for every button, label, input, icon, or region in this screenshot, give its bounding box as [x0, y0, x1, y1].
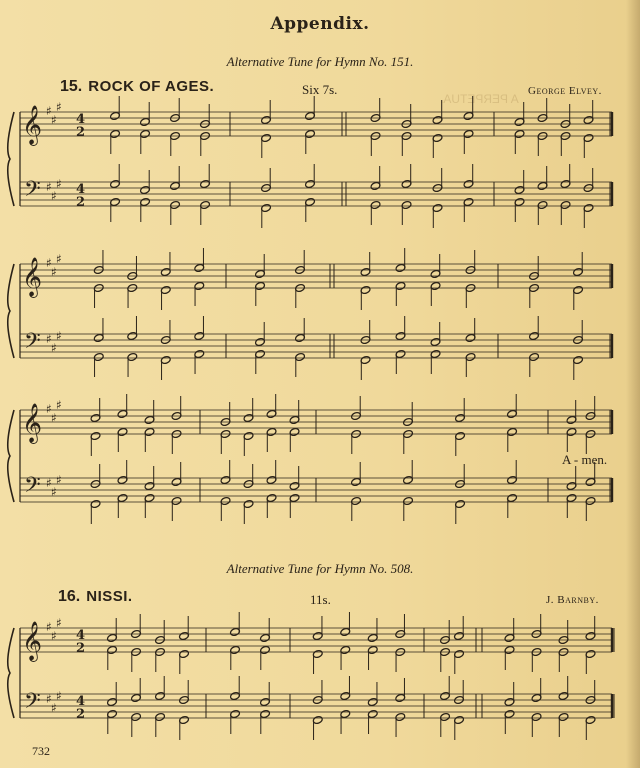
sharp-sign: ♯ [56, 398, 62, 412]
hymn-15-meter: Six 7s. [302, 82, 338, 97]
time-signature-top: 4 [76, 628, 86, 643]
hymn-16-meter: 11s. [310, 592, 331, 607]
sharp-sign: ♯ [46, 180, 52, 194]
system-brace [8, 628, 14, 718]
sharp-sign: ♯ [51, 629, 57, 643]
sharp-sign: ♯ [51, 341, 57, 355]
time-signature-bottom: 2 [76, 195, 86, 210]
sharp-sign: ♯ [51, 189, 57, 203]
sharp-sign: ♯ [56, 329, 62, 343]
sharp-sign: ♯ [46, 476, 52, 490]
time-signature-bottom: 2 [76, 125, 86, 140]
system-brace [8, 410, 14, 502]
sharp-sign: ♯ [56, 689, 62, 703]
time-signature-bottom: 2 [76, 707, 86, 722]
sharp-sign: ♯ [56, 473, 62, 487]
sharp-sign: ♯ [46, 402, 52, 416]
system-brace [8, 264, 14, 358]
sharp-sign: ♯ [56, 252, 62, 266]
sharp-sign: ♯ [56, 616, 62, 630]
hymn-15-amen: A - men. [562, 452, 608, 467]
sharp-sign: ♯ [51, 701, 57, 715]
sharp-sign: ♯ [51, 411, 57, 425]
time-signature-top: 4 [76, 112, 86, 127]
treble-clef: 𝄞 [22, 105, 43, 145]
bleed-through-text: A PERPETUA. [440, 92, 519, 106]
treble-clef: 𝄞 [22, 403, 43, 443]
sharp-sign: ♯ [56, 100, 62, 114]
hymn-16-number: 16. [58, 588, 81, 605]
time-signature-top: 4 [76, 182, 86, 197]
bass-clef: 𝄢 [24, 329, 41, 359]
sharp-sign: ♯ [46, 692, 52, 706]
treble-clef: 𝄞 [22, 621, 43, 661]
sharp-sign: ♯ [46, 104, 52, 118]
hymn-15-name: ROCK OF AGES. [88, 78, 215, 95]
page-header: Appendix. [270, 14, 370, 34]
treble-clef: 𝄞 [22, 257, 43, 297]
page-number: 732 [32, 744, 50, 758]
sharp-sign: ♯ [51, 113, 57, 127]
hymn-16-composer: J. Barnby. [546, 594, 599, 606]
sharp-sign: ♯ [46, 620, 52, 634]
hymn-16-name: NISSI. [86, 588, 133, 605]
sharp-sign: ♯ [51, 265, 57, 279]
hymn-15-composer: George Elvey. [528, 85, 602, 97]
sharp-sign: ♯ [56, 177, 62, 191]
time-signature-top: 4 [76, 694, 86, 709]
bass-clef: 𝄢 [24, 473, 41, 503]
hymn-16-subtitle: Alternative Tune for Hymn No. 508. [226, 561, 414, 576]
system-brace [8, 112, 14, 206]
time-signature-bottom: 2 [76, 641, 86, 656]
hymn-15-number: 15. [60, 78, 83, 95]
sharp-sign: ♯ [51, 485, 57, 499]
bass-clef: 𝄢 [24, 177, 41, 207]
bass-clef: 𝄢 [24, 689, 41, 719]
sharp-sign: ♯ [46, 256, 52, 270]
hymn-15-subtitle: Alternative Tune for Hymn No. 151. [226, 54, 414, 69]
sharp-sign: ♯ [46, 332, 52, 346]
